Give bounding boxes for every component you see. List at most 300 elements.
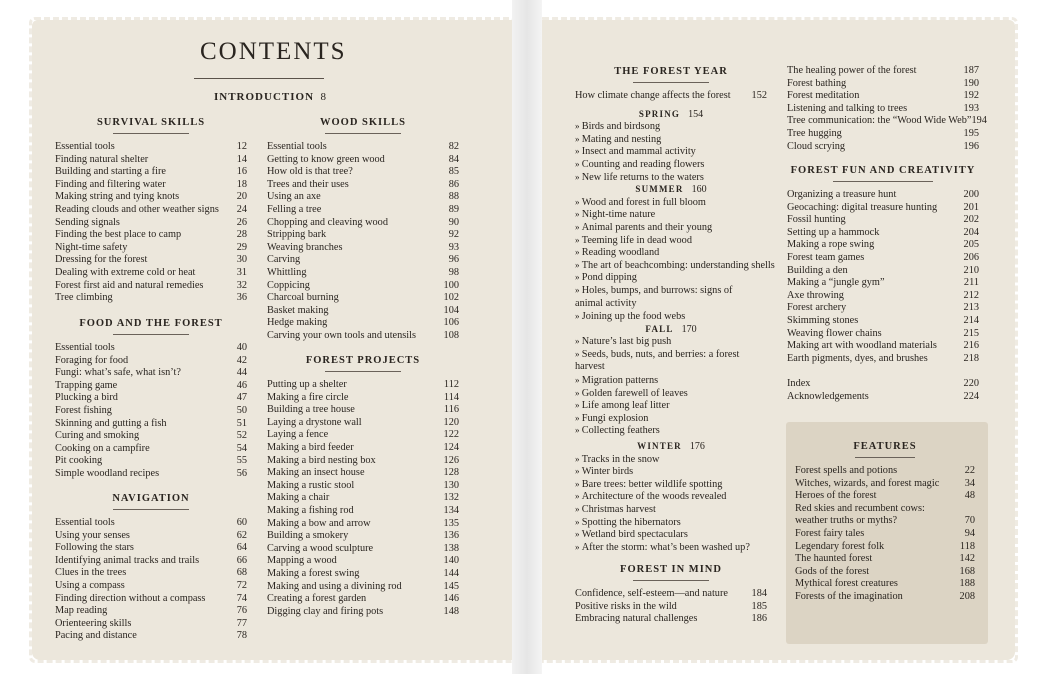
toc-entry[interactable] [787, 189, 979, 202]
entry-label: Weaving branches [267, 241, 343, 253]
toc-entry[interactable] [267, 581, 459, 594]
toc-entry[interactable] [55, 267, 247, 280]
entry-page: 224 [963, 390, 979, 402]
entry-page: 186 [751, 613, 767, 625]
toc-entry[interactable] [787, 214, 979, 227]
toc-entry[interactable] [55, 530, 247, 543]
toc-entry[interactable] [267, 154, 459, 167]
entry-label: Curing and smoking [55, 430, 140, 442]
toc-entry[interactable] [267, 417, 459, 430]
toc-entry[interactable] [267, 505, 459, 518]
entry-page: 82 [448, 141, 459, 152]
toc-entry[interactable] [795, 465, 975, 478]
entry-page: 42 [236, 354, 247, 366]
toc-entry[interactable] [55, 618, 247, 631]
entry-label: Trapping game [55, 379, 118, 391]
entry-page: 200 [963, 189, 979, 200]
toc-entry[interactable] [55, 593, 247, 606]
toc-entry[interactable] [795, 591, 975, 604]
entry-label: Building and starting a fire [55, 166, 166, 178]
entry-label: Making art with woodland materials [787, 340, 937, 352]
entry-label: » Wood and forest in full bloom [575, 196, 706, 209]
entry-page: 32 [236, 279, 247, 291]
toc-bullet-entry[interactable] [575, 516, 767, 529]
toc-bullet-entry[interactable] [575, 158, 767, 171]
subsection-page: 160 [691, 184, 707, 196]
toc-entry[interactable] [787, 252, 979, 265]
entry-label: » Christmas harvest [575, 503, 656, 516]
entry-page: 168 [959, 565, 975, 577]
toc-entry[interactable] [795, 503, 975, 528]
entry-page: 205 [963, 239, 979, 251]
entry-page: 104 [443, 304, 459, 316]
entry-label: Laying a fence [267, 429, 329, 441]
entry-label: Gods of the forest [795, 565, 870, 577]
toc-entry[interactable] [55, 154, 247, 167]
section-rule [855, 457, 915, 458]
entry-page: 24 [236, 203, 247, 215]
toc-bullet-entry[interactable] [575, 478, 767, 491]
entry-page: 188 [959, 578, 975, 590]
entry-label: Making a rope swing [787, 239, 875, 251]
toc-entry[interactable] [795, 541, 975, 554]
entry-page: 214 [963, 314, 979, 326]
toc-entry[interactable] [795, 553, 975, 566]
toc-entry[interactable] [267, 442, 459, 455]
entry-label: Finding and filtering water [55, 178, 166, 190]
toc-entry[interactable] [787, 128, 979, 141]
toc-entry[interactable] [795, 490, 975, 503]
toc-entry[interactable] [787, 290, 979, 303]
toc-bullet-entry[interactable] [575, 208, 767, 221]
toc-bullet-entry[interactable] [575, 271, 767, 284]
toc-entry[interactable] [55, 229, 247, 242]
section-features [795, 441, 975, 604]
entry-page: 84 [448, 153, 459, 165]
section-rule [833, 181, 933, 182]
entry-page: 54 [236, 442, 247, 454]
section-title: WOOD SKILLS [320, 117, 406, 128]
entry-page: 208 [959, 590, 975, 602]
toc-entry[interactable] [55, 242, 247, 255]
toc-entry[interactable] [787, 202, 979, 215]
entry-page: 106 [443, 317, 459, 329]
toc-bullet-entry[interactable] [575, 234, 767, 247]
entry-label: » Winter birds [575, 465, 633, 478]
toc-entry[interactable] [267, 593, 459, 606]
entry-label: Pacing and distance [55, 630, 137, 642]
toc-entry[interactable] [55, 580, 247, 593]
entry-label: » Bare trees: better wildlife spotting [575, 478, 722, 491]
toc-entry[interactable] [267, 480, 459, 493]
entry-page: 31 [236, 266, 247, 278]
entry-page: 112 [443, 379, 459, 390]
toc-entry[interactable] [55, 555, 247, 568]
entry-page: 72 [236, 579, 247, 591]
entry-label: Weaving flower chains [787, 327, 882, 339]
entry-page: 124 [443, 441, 459, 453]
toc-entry[interactable] [55, 605, 247, 618]
toc-entry[interactable] [55, 455, 247, 468]
introduction-label: INTRODUCTION [214, 91, 315, 103]
entry-page: 134 [443, 504, 459, 516]
entry-label: Fungi: what’s safe, what isn’t? [55, 367, 181, 379]
section-forest-fun [787, 165, 979, 365]
toc-entry[interactable] [787, 340, 979, 353]
toc-entry[interactable] [55, 443, 247, 456]
entry-page: 210 [963, 264, 979, 276]
entry-label: Dealing with extreme cold or heat [55, 266, 196, 278]
toc-entry[interactable] [267, 530, 459, 543]
toc-entry[interactable] [267, 166, 459, 179]
entry-page: 60 [236, 517, 247, 528]
entry-page: 213 [963, 302, 979, 314]
toc-entry[interactable] [787, 277, 979, 290]
entry-label: Legendary forest folk [795, 540, 885, 552]
entry-label: Making a bird nesting box [267, 454, 376, 466]
entry-page: 78 [236, 630, 247, 642]
toc-bullet-entry[interactable] [575, 399, 767, 412]
entry-page: 130 [443, 479, 459, 491]
entry-label: » Joining up the food webs [575, 310, 685, 323]
toc-entry[interactable] [55, 380, 247, 393]
entry-page: 132 [443, 492, 459, 504]
entry-label: Forest fishing [55, 404, 112, 416]
toc-entry[interactable] [575, 588, 767, 601]
entry-label: Map reading [55, 605, 108, 617]
toc-entry[interactable] [787, 302, 979, 315]
subsection-title: WINTER [637, 441, 682, 452]
toc-entry[interactable] [787, 328, 979, 341]
entry-label: Finding direction without a compass [55, 592, 206, 604]
entry-label: Tree communication: the “Wood Wide Web” [787, 115, 972, 127]
title-rule [194, 78, 324, 79]
toc-bullet-entry[interactable] [575, 412, 767, 425]
toc-entry[interactable] [267, 606, 459, 619]
entry-label: Whittling [267, 266, 307, 278]
toc-entry[interactable] [267, 543, 459, 556]
entry-page: 14 [236, 153, 247, 165]
entry-page: 195 [963, 127, 979, 139]
entry-label: Geocaching: digital treasure hunting [787, 201, 938, 213]
entry-page: 142 [959, 553, 975, 565]
entry-label: Clues in the trees [55, 567, 127, 579]
section-title: NAVIGATION [112, 493, 190, 504]
entry-page: 86 [448, 178, 459, 190]
toc-entry[interactable] [575, 613, 767, 626]
entry-label: Setting up a hammock [787, 226, 880, 238]
entry-page: 20 [236, 191, 247, 203]
toc-entry[interactable] [267, 305, 459, 318]
entry-label: Heroes of the forest [795, 490, 877, 502]
toc-entry[interactable] [795, 566, 975, 579]
toc-bullet-entry[interactable] [575, 246, 767, 259]
entry-label: » Night-time nature [575, 208, 655, 221]
toc-bullet-entry[interactable] [575, 335, 767, 348]
entry-label: » New life returns to the waters [575, 171, 704, 184]
entry-label: Skinning and gutting a fish [55, 417, 167, 429]
entry-page: 47 [236, 392, 247, 404]
entry-page: 98 [448, 266, 459, 278]
toc-bullet-entry[interactable] [575, 503, 767, 516]
toc-entry[interactable] [267, 254, 459, 267]
toc-entry[interactable] [267, 317, 459, 330]
entry-page: 185 [751, 600, 767, 612]
entry-label: Finding the best place to camp [55, 229, 182, 241]
toc-entry[interactable] [55, 517, 247, 530]
toc-entry[interactable] [267, 280, 459, 293]
toc-bullet-entry[interactable] [575, 196, 767, 209]
toc-entry[interactable] [55, 405, 247, 418]
entry-page: 29 [236, 241, 247, 253]
section-rule [633, 580, 709, 581]
toc-entry[interactable] [55, 292, 247, 305]
toc-entry[interactable] [267, 267, 459, 280]
section-survival-skills [55, 117, 247, 305]
toc-entry[interactable] [55, 342, 247, 355]
toc-bullet-entry[interactable] [575, 348, 767, 374]
toc-entry[interactable] [55, 141, 247, 154]
entry-label: Forest meditation [787, 90, 860, 102]
entry-label: Essential tools [55, 342, 115, 353]
toc-entry[interactable] [55, 567, 247, 580]
entry-page: 30 [236, 254, 247, 266]
entry-label: Making a forest swing [267, 567, 360, 579]
entry-label: » Pond dipping [575, 271, 637, 284]
entry-page: 211 [963, 277, 979, 289]
toc-entry[interactable] [267, 242, 459, 255]
entry-page: 192 [963, 90, 979, 102]
entry-label: Earth pigments, dyes, and brushes [787, 352, 928, 364]
toc-entry[interactable] [267, 292, 459, 305]
toc-entry[interactable] [787, 353, 979, 366]
entry-label: » Animal parents and their young [575, 221, 712, 234]
page-title: CONTENTS [200, 38, 347, 65]
entry-label: » Seeds, buds, nuts, and berries: a forest harvest [575, 348, 747, 374]
toc-entry[interactable] [787, 78, 979, 91]
entry-label: Listening and talking to trees [787, 102, 908, 114]
toc-bullet-entry[interactable] [575, 133, 767, 146]
toc-entry[interactable] [787, 239, 979, 252]
section-rule [325, 133, 401, 134]
entry-label: Trees and their uses [267, 178, 349, 190]
section-title: FOREST IN MIND [620, 564, 722, 575]
entry-page: 40 [236, 342, 247, 353]
introduction-entry [214, 91, 327, 103]
toc-entry[interactable] [787, 115, 987, 128]
entry-label: » Wetland bird spectaculars [575, 528, 688, 541]
toc-entry[interactable] [55, 542, 247, 555]
entry-label: » Spotting the hibernators [575, 516, 681, 529]
entry-page: 36 [236, 292, 247, 304]
toc-entry[interactable] [795, 478, 975, 491]
entry-page: 89 [448, 203, 459, 215]
entry-label: Making and using a divining rod [267, 580, 402, 592]
toc-entry[interactable] [267, 467, 459, 480]
toc-bullet-entry[interactable] [575, 387, 767, 400]
toc-entry[interactable] [267, 179, 459, 192]
entry-page: 94 [964, 527, 975, 539]
toc-entry[interactable] [267, 429, 459, 442]
toc-bullet-entry[interactable] [575, 310, 767, 323]
subsection-spring [575, 108, 767, 121]
entry-label: Laying a drystone wall [267, 416, 362, 428]
section-food-and-forest [55, 318, 247, 481]
toc-entry[interactable] [787, 65, 979, 78]
entry-page: 12 [236, 141, 247, 152]
toc-entry[interactable] [267, 141, 459, 154]
entry-label: The healing power of the forest [787, 65, 917, 76]
entry-label: Digging clay and firing pots [267, 605, 384, 617]
entry-label: » Architecture of the woods revealed [575, 490, 726, 503]
section-title: FOREST PROJECTS [305, 355, 421, 366]
entry-label: » Life among leaf litter [575, 399, 670, 412]
entry-label: Axe throwing [787, 289, 844, 301]
entry-label: How old is that tree? [267, 166, 353, 178]
entry-label: Dressing for the forest [55, 254, 148, 266]
entry-label: » Tracks in the snow [575, 453, 659, 466]
entry-page: 138 [443, 542, 459, 554]
toc-entry[interactable] [55, 191, 247, 204]
toc-entry[interactable] [267, 492, 459, 505]
toc-entry[interactable] [787, 315, 979, 328]
toc-entry[interactable] [267, 455, 459, 468]
toc-entry[interactable] [55, 430, 247, 443]
section-rule [633, 82, 709, 83]
entry-page: 52 [236, 430, 247, 442]
entry-label: Using an axe [267, 191, 321, 203]
entry-label: Coppicing [267, 279, 310, 291]
toc-entry[interactable] [55, 166, 247, 179]
toc-bullet-entry[interactable] [575, 424, 767, 437]
toc-bullet-entry[interactable] [575, 453, 767, 466]
toc-bullet-entry[interactable] [575, 120, 767, 133]
toc-entry[interactable] [267, 229, 459, 242]
toc-entry[interactable] [267, 204, 459, 217]
entry-page: 216 [963, 340, 979, 352]
toc-entry[interactable] [787, 378, 979, 391]
toc-entry[interactable] [55, 355, 247, 368]
toc-bullet-entry[interactable] [575, 284, 767, 310]
toc-entry[interactable] [267, 330, 459, 343]
entry-label: » Golden farewell of leaves [575, 387, 688, 400]
toc-entry[interactable] [267, 392, 459, 405]
toc-bullet-entry[interactable] [575, 465, 767, 478]
toc-bullet-entry[interactable] [575, 490, 767, 503]
entry-label: » Collecting feathers [575, 424, 660, 437]
toc-bullet-entry[interactable] [575, 221, 767, 234]
entry-label: Sending signals [55, 216, 120, 228]
entry-page: 51 [236, 417, 247, 429]
entry-label: Making a fire circle [267, 391, 349, 403]
toc-entry[interactable] [55, 630, 247, 643]
toc-entry[interactable] [787, 103, 979, 116]
entry-label: Making an insect house [267, 467, 365, 479]
entry-page: 215 [963, 327, 979, 339]
toc-bullet-entry[interactable] [575, 145, 767, 158]
entry-label: Mythical forest creatures [795, 578, 898, 590]
entry-label: Organizing a treasure hunt [787, 189, 897, 200]
entry-page: 116 [443, 404, 459, 416]
section-forest-in-mind-continued [787, 65, 987, 153]
toc-entry[interactable] [575, 601, 767, 614]
entry-page: 26 [236, 216, 247, 228]
toc-entry[interactable] [267, 518, 459, 531]
entry-label: Making a bird feeder [267, 441, 354, 453]
entry-label: Cooking on a campfire [55, 442, 150, 454]
entry-page: 190 [963, 77, 979, 89]
toc-entry[interactable] [787, 141, 979, 154]
subsection-page: 154 [688, 108, 704, 120]
toc-entry[interactable] [787, 227, 979, 240]
entry-label: Tree climbing [55, 292, 113, 304]
toc-entry[interactable] [55, 468, 247, 481]
toc-entry[interactable] [55, 392, 247, 405]
entry-page: 50 [236, 404, 247, 416]
entry-label: Forest fairy tales [795, 527, 865, 539]
toc-entry[interactable] [787, 391, 979, 404]
toc-entry[interactable] [55, 418, 247, 431]
entry-label: Identifying animal tracks and trails [55, 554, 200, 566]
toc-entry[interactable] [787, 90, 979, 103]
entry-page: 44 [236, 367, 247, 379]
entry-label: Skimming stones [787, 314, 859, 326]
toc-entry[interactable] [55, 280, 247, 293]
entry-label: Using a compass [55, 579, 125, 591]
toc-entry[interactable] [267, 555, 459, 568]
toc-entry[interactable] [55, 217, 247, 230]
toc-entry[interactable] [795, 578, 975, 591]
entry-label: How climate change affects the forest [575, 90, 731, 101]
entry-page: 136 [443, 530, 459, 542]
toc-bullet-entry[interactable] [575, 541, 767, 554]
entry-label: Cloud scrying [787, 140, 846, 152]
entry-page: 46 [236, 379, 247, 391]
toc-entry[interactable] [575, 90, 767, 103]
entry-label: » After the storm: what’s been washed up? [575, 541, 750, 554]
toc-entry[interactable] [787, 265, 979, 278]
entry-label: Pit cooking [55, 455, 103, 467]
toc-bullet-entry[interactable] [575, 374, 767, 387]
toc-bullet-entry[interactable] [575, 259, 775, 272]
entry-label: Building a smokery [267, 530, 349, 542]
entry-label: » Holes, bumps, and burrows: signs of animal activity [575, 284, 747, 310]
toc-entry[interactable] [795, 528, 975, 541]
toc-entry[interactable] [55, 204, 247, 217]
entry-label: Reading clouds and other weather signs [55, 203, 219, 215]
toc-entry[interactable] [267, 217, 459, 230]
toc-entry[interactable] [267, 568, 459, 581]
entry-page: 204 [963, 226, 979, 238]
toc-bullet-entry[interactable] [575, 171, 767, 184]
toc-entry[interactable] [267, 379, 459, 392]
entry-label: Forest bathing [787, 77, 847, 89]
toc-entry[interactable] [267, 191, 459, 204]
section-title: FOREST FUN AND CREATIVITY [790, 165, 976, 176]
entry-label: Charcoal burning [267, 292, 339, 304]
toc-bullet-entry[interactable] [575, 528, 767, 541]
entry-page: 193 [963, 102, 979, 114]
entry-page: 62 [236, 529, 247, 541]
toc-entry[interactable] [55, 367, 247, 380]
toc-entry[interactable] [55, 179, 247, 192]
entry-page: 85 [448, 166, 459, 178]
toc-entry[interactable] [55, 254, 247, 267]
section-title: FOOD AND THE FOREST [79, 318, 223, 329]
entry-page: 144 [443, 567, 459, 579]
subsection-title: SUMMER [635, 184, 684, 195]
toc-entry[interactable] [267, 404, 459, 417]
